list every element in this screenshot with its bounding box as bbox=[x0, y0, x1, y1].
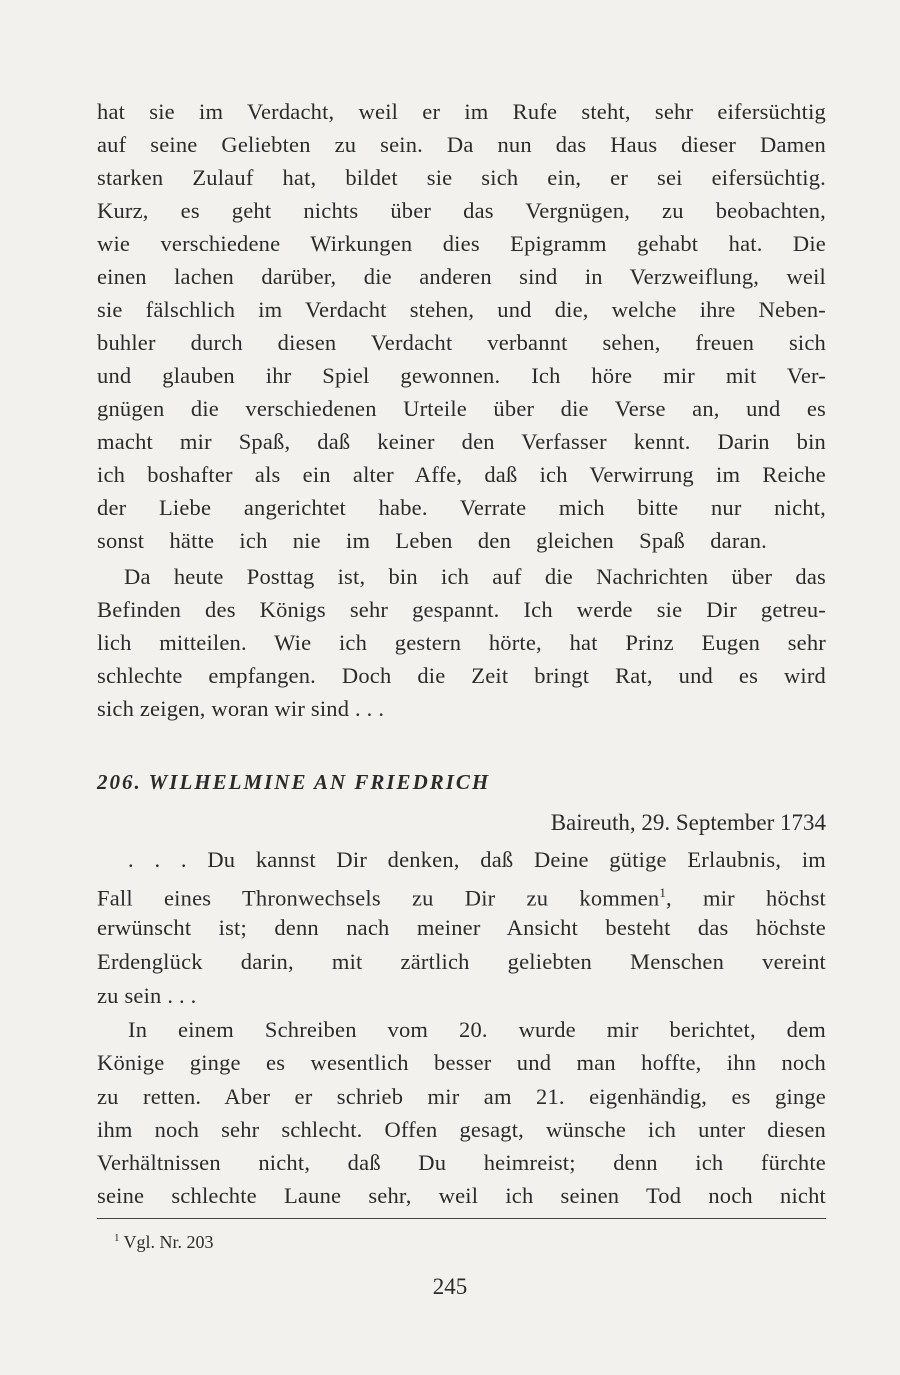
text-line: schlechte empfangen. Doch die Zeit bringt Rat, und es wird bbox=[97, 663, 826, 688]
text-line: einen lachen darüber, die anderen sind in Verzweiflung, weil bbox=[97, 264, 826, 289]
footnote-ref: 1 bbox=[659, 885, 667, 900]
text-fragment: Fall eines Thronwechsels zu Dir zu kommen bbox=[97, 885, 660, 911]
text-line: und glauben ihr Spiel gewonnen. Ich höre mir mit Ver- bbox=[97, 363, 826, 388]
text-line: sich zeigen, woran wir sind . . . bbox=[97, 696, 385, 721]
text-line: gnügen die verschiedenen Urteile über die Verse an, und es bbox=[97, 396, 826, 421]
page-number: 245 bbox=[432, 1274, 468, 1299]
text-line: Könige ginge es wesentlich besser und man hoffte, ihn noch bbox=[97, 1050, 826, 1075]
footnote-text: Vgl. Nr. 203 bbox=[123, 1232, 214, 1252]
text-line bbox=[97, 878, 826, 911]
text-line: Befinden des Königs sehr gespannt. Ich werde sie Dir getreu- bbox=[97, 597, 826, 622]
letter-heading: 206. WILHELMINE AN FRIEDRICH bbox=[97, 770, 491, 794]
text-line: buhler durch diesen Verdacht verbannt sehen, freuen sich bbox=[97, 330, 826, 355]
text-line: ihm noch sehr schlecht. Offen gesagt, wünsche ich unter diesen bbox=[97, 1117, 826, 1142]
text-line: zu sein . . . bbox=[97, 983, 197, 1008]
text-line: Verhältnissen nicht, daß Du heimreist; denn ich fürchte bbox=[97, 1150, 826, 1175]
footnote bbox=[114, 1232, 214, 1253]
text-line: lich mitteilen. Wie ich gestern hörte, hat Prinz Eugen sehr bbox=[97, 630, 826, 655]
text-line: sie fälschlich im Verdacht stehen, und die, welche ihre Neben- bbox=[97, 297, 826, 322]
text-line: starken Zulauf hat, bildet sie sich ein, er sei eifersüchtig. bbox=[97, 165, 826, 190]
text-line: Kurz, es geht nichts über das Vergnügen, zu beobachten, bbox=[97, 198, 826, 223]
footnote-mark: 1 bbox=[114, 1232, 120, 1244]
text-line: hat sie im Verdacht, weil er im Rufe steht, sehr eifersüchtig bbox=[97, 99, 826, 124]
text-line: wie verschiedene Wirkungen dies Epigramm gehabt hat. Die bbox=[97, 231, 826, 256]
text-line: erwünscht ist; denn nach meiner Ansicht besteht das höchste bbox=[97, 915, 826, 940]
text-fragment: , mir höchst bbox=[666, 885, 826, 911]
text-line: zu retten. Aber er schrieb mir am 21. eigenhändig, es ginge bbox=[97, 1084, 826, 1109]
text-line: der Liebe angerichtet habe. Verrate mich bitte nur nicht, bbox=[97, 495, 826, 520]
letter-date: Baireuth, 29. September 1734 bbox=[550, 810, 826, 835]
text-line: sonst hätte ich nie im Leben den gleichen Spaß daran. bbox=[97, 528, 767, 553]
text-line: . . . Du kannst Dir denken, daß Deine gütige Erlaubnis, im bbox=[128, 847, 826, 872]
text-line: macht mir Spaß, daß keiner den Verfasser kennt. Darin bin bbox=[97, 429, 826, 454]
text-line: ich boshafter als ein alter Affe, daß ich Verwirrung im Reiche bbox=[97, 462, 826, 487]
text-line: seine schlechte Laune sehr, weil ich seinen Tod noch nicht bbox=[97, 1183, 826, 1208]
text-line: Da heute Posttag ist, bin ich auf die Nachrichten über das bbox=[124, 564, 826, 589]
text-line: Erdenglück darin, mit zärtlich geliebten Menschen vereint bbox=[97, 949, 826, 974]
text-line: auf seine Geliebten zu sein. Da nun das Haus dieser Damen bbox=[97, 132, 826, 157]
text-line: In einem Schreiben vom 20. wurde mir berichtet, dem bbox=[128, 1017, 826, 1042]
footnote-divider bbox=[97, 1218, 826, 1219]
